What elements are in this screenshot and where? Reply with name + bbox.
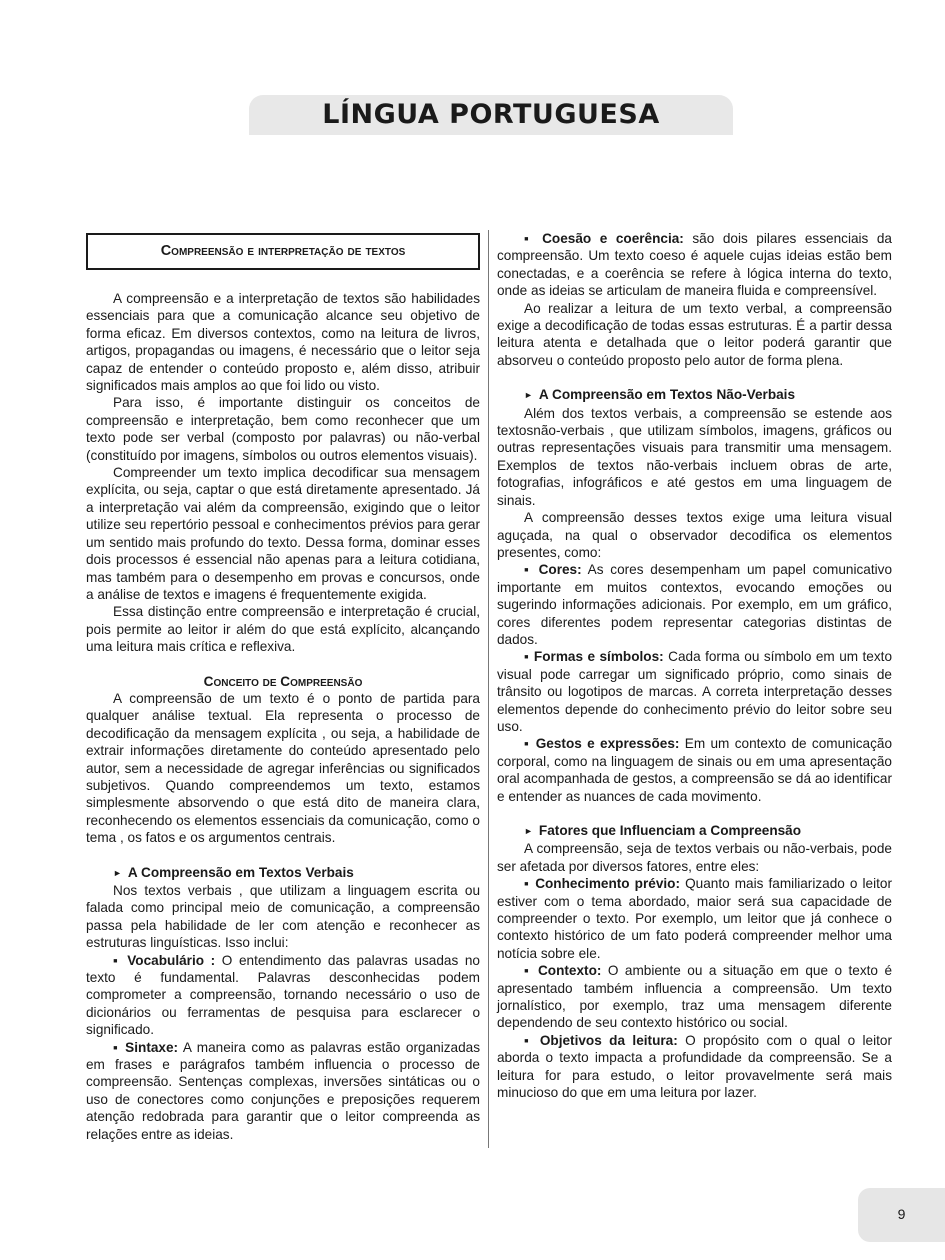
- triangle-bullet-icon: ►: [113, 867, 122, 878]
- context-item: [497, 962, 892, 1032]
- column-divider: [488, 230, 489, 1148]
- nonverbal-reading-paragraph: A compreensão desses textos exige uma leitura visual aguçada, na qual o observador decodifica os elementos presentes, como:: [497, 510, 892, 560]
- colors-label: ▪ Cores:: [524, 562, 582, 578]
- verbal-heading: [86, 864, 480, 882]
- verbal-heading-label: A Compreensão em Textos Verbais: [127, 864, 354, 880]
- concept-paragraph: A compreensão de um texto é o ponto de partida para qualquer análise textual. Ela representa o processo de decodificação da mensagem explícita , ou seja, a habilidade de extrair informações diretamente do conteúdo apresentado pelo autor, sem a necessidade de agregar inferências ou significados subjetivos. Quando compreendemos um texto, estamos simplesmente absorvendo o que está dito de maneira clara, reconhecendo os elementos essenciais da comunicação, como o tema , os fatos e os argumentos centrais.: [86, 690, 480, 846]
- prior-knowledge-label: ▪ Conhecimento prévio:: [524, 876, 680, 892]
- vocabulary-text: O entendimento das palavras usadas no texto é fundamental. Palavras desconhecidas podem comprometer a compreensão, tornando necessário o uso de dicionários ou ferramentas de pesquisa para esclarecer o significado.: [86, 952, 480, 1038]
- cohesion-item: [497, 230, 892, 300]
- vocabulary-item: [86, 952, 480, 1039]
- shapes-text: Cada forma ou símbolo em um texto visual pode carregar um significado próprio, como sinais de trânsito ou logotipos de marcas. A correta interpretação desses elementos depende do conhecimento prévio do leitor sobre seu uso.: [497, 649, 893, 734]
- right-column: [497, 230, 892, 1102]
- concept-heading: Conceito de Compreensão: [203, 673, 363, 689]
- left-column: [86, 230, 480, 1143]
- context-label: ▪ Contexto:: [524, 963, 602, 979]
- page-number: 9: [897, 1206, 906, 1222]
- verbal-reading-paragraph: Ao realizar a leitura de um texto verbal, a compreensão exige a decodificação de todas essas estruturas. É a partir dessa leitura atenta e detalhada que o leitor poderá garantir que absorveu o conteúdo proposto pelo autor de forma plena.: [497, 300, 892, 368]
- intro-paragraph-3: Compreender um texto implica decodificar sua mensagem explícita, ou seja, captar o que está diretamente apresentado. Já a interpretação vai além da compreensão, exigindo que o leitor utilize seu repertório pessoal e conhecimentos prévios para gerar um sentido mais profundo do texto. Dessa forma, dominar esses dois processos é essencial não apenas para a leitura cotidiana, mas também para o desempenho em provas e concursos, onde a análise de textos e imagens é frequentemente exigida.: [86, 465, 480, 602]
- factors-heading-label: Fatores que Influenciam a Compreensão: [538, 823, 802, 838]
- cohesion-text: são dois pilares essenciais da compreensão. Um texto coeso é aquele cujas ideias estão bem conectadas, e a coerência se refere à lógica interna do texto, onde as ideias se articulam de maneira fluida e compreensível.: [497, 231, 892, 299]
- verbal-intro-paragraph: Nos textos verbais , que utilizam a linguagem escrita ou falada como principal meio de comunicação, a compreensão passa pela habilidade de ler com atenção e reconhecer as estruturas linguísticas. Isso inclui:: [86, 883, 480, 951]
- shapes-item: [497, 648, 892, 735]
- cohesion-label: ▪ Coesão e coerência:: [524, 231, 684, 246]
- colors-item: [497, 561, 892, 648]
- gestures-item: [497, 735, 892, 805]
- gestures-label: ▪ Gestos e expressões:: [524, 736, 680, 752]
- vocabulary-label: ▪ Vocabulário :: [113, 952, 216, 968]
- nonverbal-intro-paragraph: Além dos textos verbais, a compreensão se estende aos textosnão-verbais , que utilizam símbolos, imagens, gráficos ou outras representações visuais para transmitir uma mensagem. Exemplos de textos não-verbais incluem obras de arte, fotografias, infográficos e até gestos em uma linguagem de sinais.: [497, 405, 892, 508]
- prior-knowledge-item: [497, 875, 892, 962]
- intro-paragraph-4: Essa distinção entre compreensão e interpretação é crucial, pois permite ao leitor ir além do que está explícito, alcançando uma leitura mais crítica e reflexiva.: [86, 604, 480, 655]
- prior-knowledge-text: Quanto mais familiarizado o leitor estiver com o tema abordado, maior será sua capacidade de compreender o texto. Por exemplo, um leitor que já conhece o contexto histórico de um fato poderá compreender melhor uma notícia sobre ele.: [497, 876, 892, 961]
- gestures-text: Em um contexto de comunicação corporal, como na linguagem de sinais ou em uma apresentação oral acompanhada de gestos, a compreensão se dá ao identificar e entender as nuances de cada movimento.: [497, 736, 892, 804]
- page-title: LÍNGUA PORTUGUESA: [322, 99, 660, 130]
- nonverbal-heading: [497, 386, 892, 404]
- colors-text: As cores desempenham um papel comunicativo importante em muitos contextos, evocando emoções ou sugerindo informações adicionais. Por exemplo, em um gráfico, cores diferentes podem representar categorias distintas de dados.: [497, 562, 892, 647]
- syntax-text: A maneira como as palavras estão organizadas em frases e parágrafos também influencia o processo de compreensão. Sentenças complexas, inversões sintáticas ou o uso de conectores como conjunções e preposições requerem atenção redobrada para garantir que o leitor compreenda as relações entre as ideias.: [86, 1039, 480, 1142]
- triangle-bullet-icon: ►: [524, 390, 533, 401]
- section-title: Compreensão e interpretação de textos: [86, 233, 480, 270]
- factors-intro-paragraph: A compreensão, seja de textos verbais ou não-verbais, pode ser afetada por diversos fatores, entre eles:: [497, 841, 892, 874]
- syntax-item: [86, 1039, 480, 1143]
- reading-goals-text: O propósito com o qual o leitor aborda o texto impacta a profundidade da compreensão. Se a leitura for para estudo, o leitor provavelmente será mais minucioso do que em uma leitura por lazer.: [497, 1032, 892, 1101]
- factors-heading: [497, 822, 892, 840]
- syntax-label: ▪ Sintaxe:: [113, 1039, 179, 1055]
- intro-paragraph-2: Para isso, é importante distinguir os conceitos de compreensão e interpretação, bem como reconhecer que um texto pode ser verbal (composto por palavras) ou não-verbal (constituído por imagens, símbolos ou outros elementos visuais).: [86, 395, 480, 463]
- reading-goals-label: ▪ Objetivos da leitura:: [524, 1032, 678, 1048]
- context-text: O ambiente ou a situação em que o texto é apresentado também influencia a compreensão. Um texto jornalístico, por exemplo, traz uma mensagem diferente dependendo de seu contexto histórico ou social.: [497, 963, 892, 1031]
- reading-goals-item: [497, 1032, 892, 1102]
- shapes-label: ▪ Formas e símbolos:: [524, 649, 664, 665]
- triangle-bullet-icon: ►: [524, 826, 533, 836]
- intro-paragraph-1: A compreensão e a interpretação de textos são habilidades essenciais para que a comunicação alcance seu objetivo de forma eficaz. Em diversos contextos, como na leitura de livros, artigos, propagandas ou imagens, é necessário que o leitor seja capaz de entender o conteúdo proposto e, além disso, atribuir significados mais amplos ao que foi lido ou visto.: [86, 291, 480, 394]
- nonverbal-heading-label: A Compreensão em Textos Não-Verbais: [538, 387, 796, 403]
